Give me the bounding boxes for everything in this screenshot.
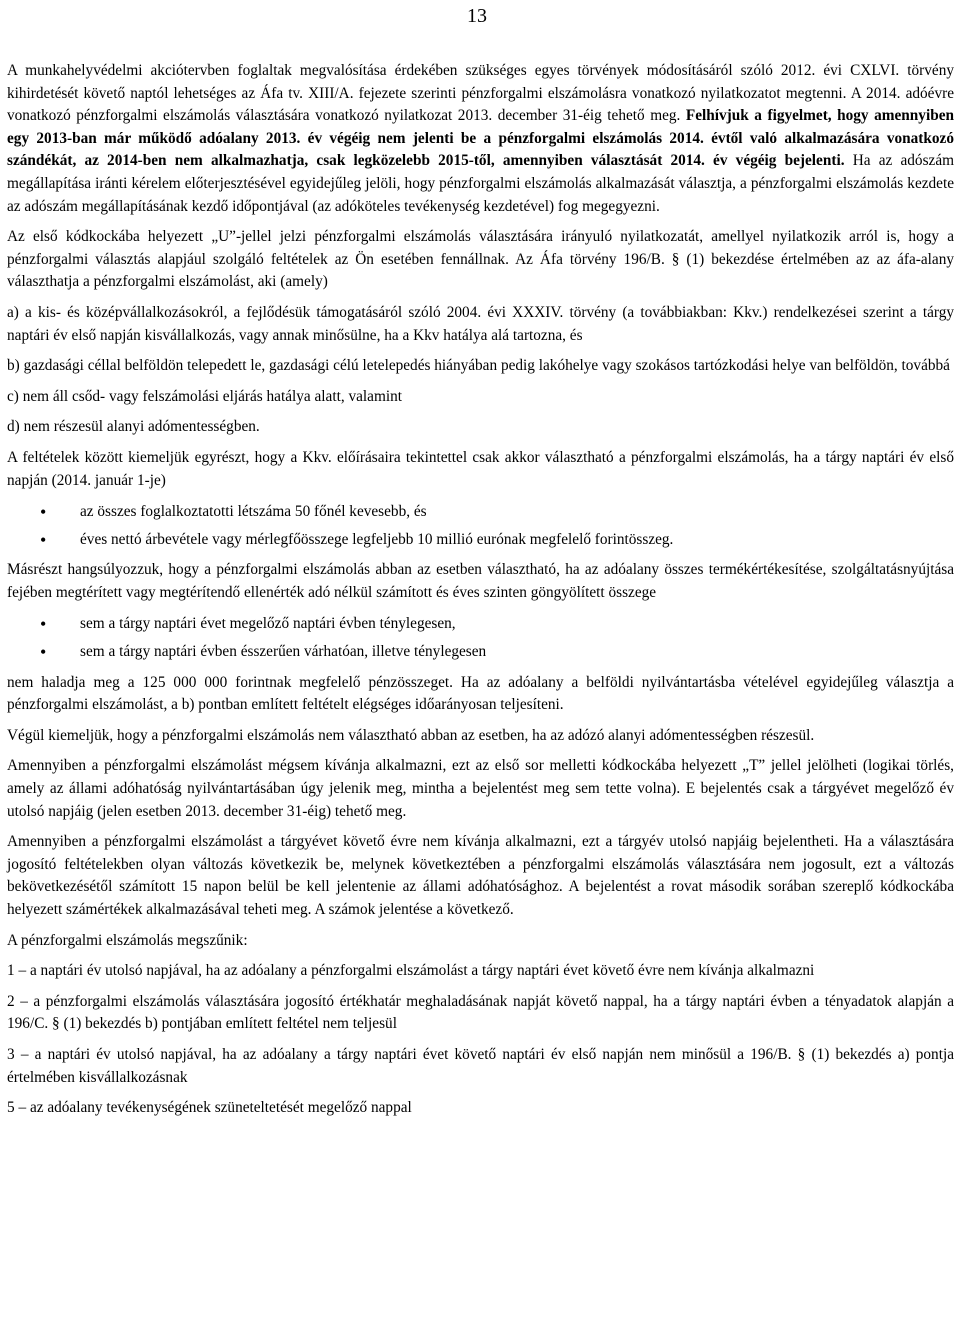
termination-code-1: 1 – a naptári év utolsó napjával, ha az adóalany a pénzforgalmi elszámolást a tárgy naptári évet követő évre nem kívánja alkalmazni — [7, 962, 815, 980]
list-item: • sem a tárgy naptári évet megelőző naptári évben ténylegesen, — [7, 613, 954, 636]
paragraph-termination-heading: A pénzforgalmi elszámolás megszűnik: — [7, 931, 248, 949]
document-body — [7, 60, 954, 1120]
condition-c: c) nem áll csőd- vagy felszámolási eljárás hatálya alatt, valamint — [7, 387, 403, 405]
list-item: • az összes foglalkoztatotti létszáma 50 főnél kevesebb, és — [7, 501, 954, 524]
page-number: 13 — [467, 5, 487, 27]
termination-code-3: 3 – a naptári év utolsó napjával, ha az adóalany a tárgy naptári évet követő naptári év első napján nem minősül a 196/B. § (1) bekezdés a) pontja értelmében kisvállalkozásnak — [7, 1045, 954, 1086]
termination-code-5: 5 – az adóalany tevékenységének szüneteltetését megelőző nappal — [7, 1099, 412, 1117]
termination-code-2: 2 – a pénzforgalmi elszámolás választására jogosító értékhatár meghaladásának napját követő nappal, ha a tárgy naptári évben a tényadatok alapján a 196/C. § (1) bekezdés b) pontjában említett feltétel nem teljesül — [7, 992, 954, 1033]
paragraph-intro — [7, 60, 954, 218]
intro-sentence-1: A munkahelyvédelmi akciótervben foglaltak megvalósítása érdekében szükséges egyes törvények módosításáról szóló 2012. évi CXLVI. törvény kihirdetését követő naptól lehetséges az Áfa tv. XIII/A. fejezete szerinti pénzforgalmi elszámolásra vonatkozó nyilatkozatot megtenni. A 2014. adóévre vonatkozó pénzforgalmi elszámolás választására vonatkozó nyilatkozat 2013. december 31-éig tehető meg. — [7, 62, 954, 125]
bullet-list-2 — [7, 613, 954, 663]
paragraph-u-code: Az első kódkockába helyezett „U”-jellel jelzi pénzforgalmi elszámolás választására irányuló nyilatkozatát, amellyel nyilatkozik arról is, hogy a pénzforgalmi választás alapjául szolgáló feltételek az Ön esetében fennállnak. Az Áfa törvény 196/B. § (1) bekezdése értelmében az az áfa-alany választhatja a pénzforgalmi elszámolást, aki (amely) — [7, 228, 954, 291]
paragraph-t-code: Amennyiben a pénzforgalmi elszámolást mégsem kívánja alkalmazni, ezt az első sor melletti kódkockába helyezett „T” jellel jelölheti (logikai törlés, amely az állami adóhatóság nyilvántartásában úgy jelenik meg, mintha a bejelentést meg sem tette volna). E bejelentés csak a tárgyévet megelőző év utolsó napjáig (jelen esetben 2013. december 31-éig) tehető meg. — [7, 757, 954, 820]
condition-d: d) nem részesül alanyi adómentességben. — [7, 418, 260, 436]
intro-warning-bold: Felhívjuk a figyelmet, hogy amennyiben egy 2013-ban már működő adóalany 2013. év végéig nem jelenti be a pénzforgalmi elszámolás 2014. évtől való alkalmazására vonatkozó szándékát, az 2014-ben nem alkalmazhatja, csak legközelebb 2015-től, amennyiben választását 2014. év végéig bejelenti. — [7, 107, 954, 170]
bullet-list-1 — [7, 501, 954, 551]
paragraph-kkv-conditions: A feltételek között kiemeljük egyrészt, hogy a Kkv. előírásaira tekintettel csak akkor választható a pénzforgalmi elszámolás, ha a tárgy naptári év első napján (2014. január 1-je) — [7, 448, 954, 489]
paragraph-exemption: Végül kiemeljük, hogy a pénzforgalmi elszámolás nem választható abban az esetben, ha az adózó alanyi adómentességben részesül. — [7, 726, 815, 744]
paragraph-amount: nem haladja meg a 125 000 000 forintnak megfelelő pénzösszeget. Ha az adóalany a belföldi nyilvántartásba vételével egyidejűleg választja a pénzforgalmi elszámolást, a b) pontban említett feltételt elégséges időarányosan teljesíteni. — [7, 673, 954, 714]
condition-b: b) gazdasági céllal belföldön telepedett le, gazdasági célú letelepedés hiányában pedig lakóhelye vagy szokásos tartózkodási helye van belföldön, továbbá — [7, 357, 950, 375]
paragraph-withdrawal: Amennyiben a pénzforgalmi elszámolást a tárgyévet követő évre nem kívánja alkalmazni, ezt a tárgyév utolsó napjáig bejelentheti. Ha a választására jogosító feltételekben olyan változás következik be, melynek következtében a pénzforgalmi elszámolás választására nem jogosult, ezt a változás bekövetkezésétől számított 15 napon belül be kell jelentenie az állami adóhatósághoz. A bejelentést a rovat második sorában szereplő kódkockába helyezett számértékek alkalmazásával teheti meg. A számok jelentése a következő. — [7, 833, 954, 918]
intro-sentence-3: Ha az adószám megállapítása iránti kérelem előterjesztésével egyidejűleg jelöli, hogy pénzforgalmi elszámolás alkalmazását választja, a pénzforgalmi elszámolás kezdete az adószám megállapításának kezdő időpontjával (az adóköteles tevékenység kezdetével) fog megegyezni. — [7, 152, 955, 215]
condition-a: a) a kis- és középvállalkozásokról, a fejlődésük támogatásáról szóló 2004. évi XXXIV. törvény (a továbbiakban: Kkv.) rendelkezései szerint a tárgy naptári év első napján kisvállalkozás, vagy annak minősülne, ha a Kkv hatálya alá tartozna, és — [7, 303, 954, 344]
list-item: • sem a tárgy naptári évben ésszerűen várhatóan, illetve ténylegesen — [7, 641, 954, 664]
list-item: • éves nettó árbevétele vagy mérlegfőösszege legfeljebb 10 millió eurónak megfelelő forintösszeg. — [7, 529, 954, 552]
paragraph-revenue-limit: Másrészt hangsúlyozzuk, hogy a pénzforgalmi elszámolás abban az esetben választható, ha az adóalany összes termékértékesítése, szolgáltatásnyújtása fejében megtérített vagy megtérítendő ellenérték adó nélkül számított és éves szinten göngyölített összege — [7, 561, 954, 601]
